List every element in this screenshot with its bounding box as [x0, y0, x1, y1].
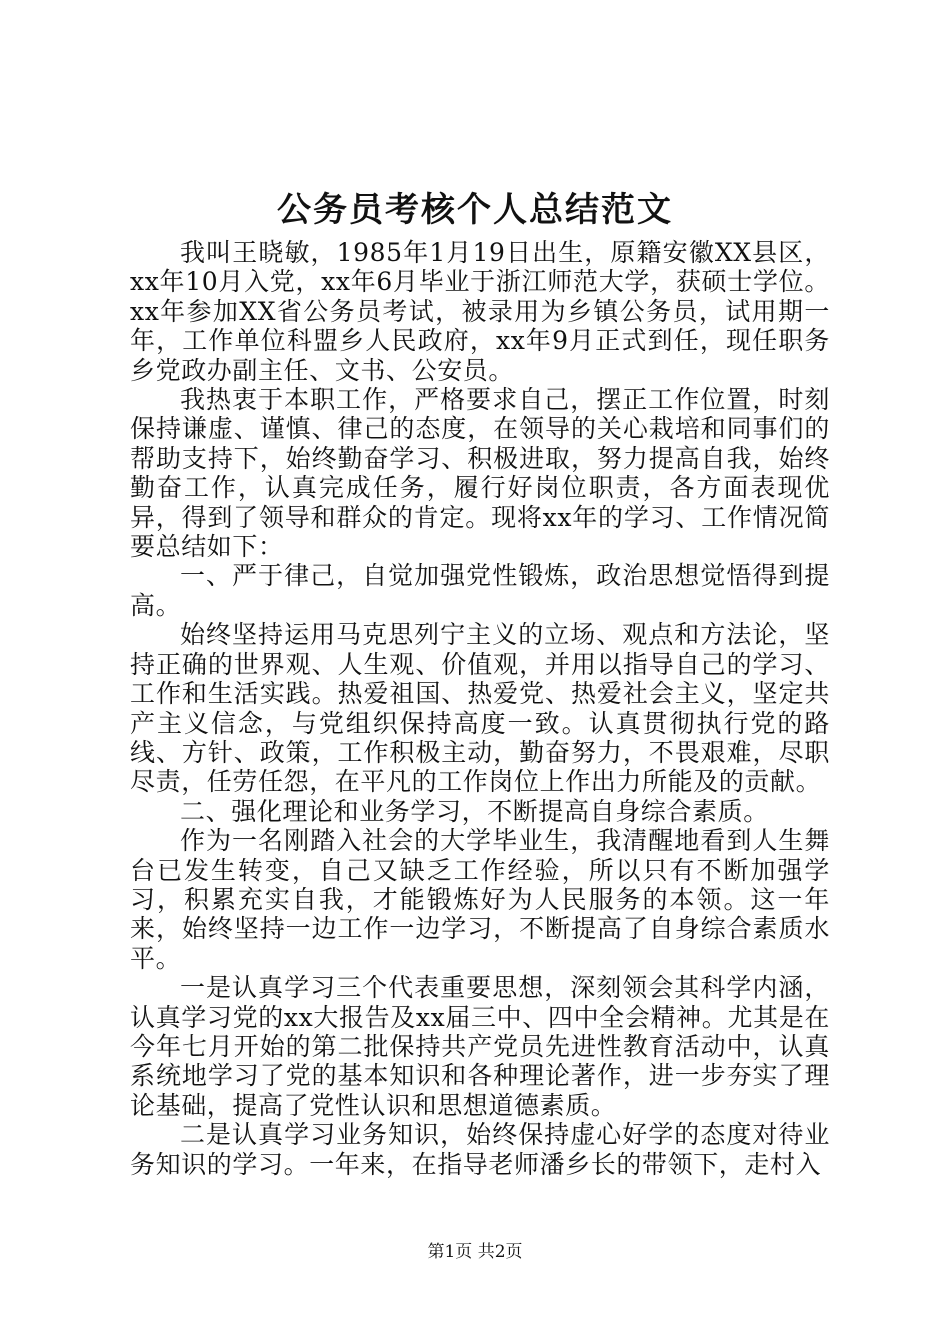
paragraph-section-2: 作为一名刚踏入社会的大学毕业生，我清醒地看到人生舞台已发生转变，自己又缺乏工作经验，所以只有不断加强学习，积累充实自我，才能锻炼好为人民服务的本领。这一年来，始终坚持一边工作一边学习，不断提高了自身综合素质水平。 — [130, 826, 830, 973]
document-title: 公务员考核个人总结范文 — [277, 190, 673, 230]
paragraph-section-1: 始终坚持运用马克思列宁主义的立场、观点和方法论，坚持正确的世界观、人生观、价值观，并用以指导自己的学习、工作和生活实践。热爱祖国、热爱党、热爱社会主义，坚定共产主义信念，与党组织保持高度一致。认真贯彻执行党的路线、方针、政策，工作积极主动，勤奋努力，不畏艰难，尽职尽责，任劳任怨，在平凡的工作岗位上作出力所能及的贡献。 — [130, 620, 830, 797]
section-heading-2: 二、强化理论和业务学习，不断提高自身综合素质。 — [180, 796, 769, 826]
page-number-footer: 第1页 共2页 — [427, 1242, 523, 1262]
paragraph-point-1: 一是认真学习三个代表重要思想，深刻领会其科学内涵，认真学习党的xx大报告及xx届三中、四中全会精神。尤其是在今年七月开始的第二批保持共产党员先进性教育活动中，认真系统地学习了党的基本知识和各种理论著作，进一步夯实了理论基础，提高了党性认识和思想道德素质。 — [130, 973, 830, 1120]
paragraph-intro: 我叫王晓敏，1985年1月19日出生，原籍安徽XX县区，xx年10月入党，xx年6月毕业于浙江师范大学，获硕士学位。xx年参加XX省公务员考试，被录用为乡镇公务员，试用期一年，工作单位科盟乡人民政府，xx年9月正式到任，现任职务乡党政办副主任、文书、公安员。 — [130, 238, 830, 385]
paragraph-overview: 我热衷于本职工作，严格要求自己，摆正工作位置，时刻保持谦虚、谨慎、律己的态度，在领导的关心栽培和同事们的帮助支持下，始终勤奋学习、积极进取，努力提高自我，始终勤奋工作，认真完成任务，履行好岗位职责，各方面表现优异，得到了领导和群众的肯定。现将xx年的学习、工作情况简要总结如下： — [130, 385, 830, 562]
paragraph-point-2: 二是认真学习业务知识，始终保持虚心好学的态度对待业务知识的学习。一年来，在指导老师潘乡长的带领下，走村入 — [130, 1120, 830, 1179]
document-body — [130, 238, 830, 1179]
section-heading-1: 一、严于律己，自觉加强党性锻炼，政治思想觉悟得到提高。 — [130, 561, 830, 620]
